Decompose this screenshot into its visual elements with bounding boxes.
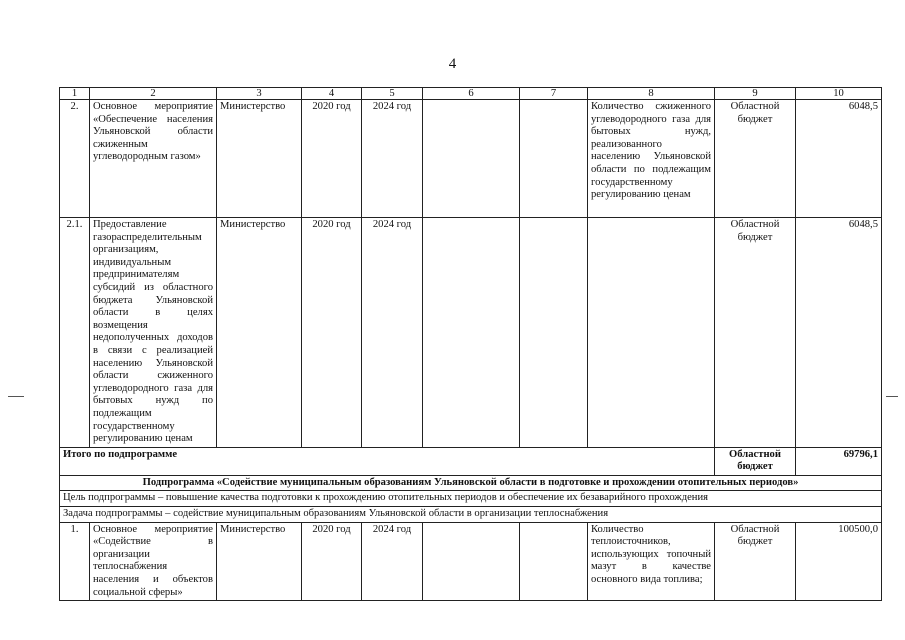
row-number: 1. — [60, 522, 90, 601]
program-table-container — [59, 87, 881, 601]
funding-source: Областной бюджет — [715, 218, 796, 448]
scan-artifact-mark — [886, 396, 898, 397]
start-year: 2020 год — [302, 522, 362, 601]
column-number: 4 — [302, 88, 362, 100]
column-number: 9 — [715, 88, 796, 100]
column-number: 2 — [90, 88, 217, 100]
column-number-row — [60, 88, 882, 100]
column-number: 3 — [217, 88, 302, 100]
subtotal-row — [60, 447, 882, 475]
row-number: 2. — [60, 100, 90, 218]
end-year: 2024 год — [362, 100, 423, 218]
column-7-cell — [520, 100, 588, 218]
program-table — [59, 87, 882, 601]
table-row — [60, 100, 882, 218]
table-row — [60, 218, 882, 448]
column-6-cell — [423, 100, 520, 218]
column-6-cell — [423, 522, 520, 601]
column-number: 10 — [796, 88, 882, 100]
start-year: 2020 год — [302, 218, 362, 448]
executor: Министерство — [217, 218, 302, 448]
funding-amount: 100500,0 — [796, 522, 882, 601]
column-number: 7 — [520, 88, 588, 100]
funding-amount: 6048,5 — [796, 100, 882, 218]
executor: Министерство — [217, 522, 302, 601]
start-year: 2020 год — [302, 100, 362, 218]
subprogram-title: Подпрограмма «Содействие муниципальным образованиям Ульяновской области в подготовке и прохождении отопительных периодов» — [60, 475, 882, 491]
indicator: Количество сжиженного углеводородного газа для бытовых нужд, реализованного населению Ульяновской области по подлежащим государственному регулированию ценам — [588, 100, 715, 218]
executor: Министерство — [217, 100, 302, 218]
indicator — [588, 218, 715, 448]
activity-name: Основное мероприятие «Обеспечение населения Ульяновской области сжиженным углеводородным газом» — [90, 100, 217, 218]
indicator: Количество теплоисточников, использующих топочный мазут в качестве основного вида топлива; — [588, 522, 715, 601]
column-number: 5 — [362, 88, 423, 100]
subtotal-label: Итого по подпрограмме — [60, 447, 715, 475]
subprogram-task: Задача подпрограммы – содействие муниципальным образованиям Ульяновской области в организации теплоснабжения — [60, 507, 882, 523]
scan-artifact-mark — [8, 396, 24, 397]
end-year: 2024 год — [362, 218, 423, 448]
column-number: 8 — [588, 88, 715, 100]
column-number: 1 — [60, 88, 90, 100]
end-year: 2024 год — [362, 522, 423, 601]
funding-amount: 6048,5 — [796, 218, 882, 448]
subtotal-amount: 69796,1 — [796, 447, 882, 475]
subtotal-source: Областной бюджет — [715, 447, 796, 475]
activity-name: Основное мероприятие «Содействие в организации теплоснабжения населения и объектов социальной сферы» — [90, 522, 217, 601]
activity-name: Предоставление газораспределительным организациям, индивидуальным предпринимателям субсидий из областного бюджета Ульяновской области в целях возмещения недополученных доходов в связи с реализацией населению Ульяновской области сжиженного углеводородного газа для бытовых нужд по подлежащим государственному регулированию ценам — [90, 218, 217, 448]
column-number: 6 — [423, 88, 520, 100]
page-number: 4 — [448, 56, 457, 72]
column-7-cell — [520, 218, 588, 448]
subprogram-goal: Цель подпрограммы – повышение качества подготовки к прохождению отопительных периодов и обеспечение их безаварийного прохождения — [60, 491, 882, 507]
funding-source: Областной бюджет — [715, 100, 796, 218]
subprogram-goal-row — [60, 491, 882, 507]
funding-source: Областной бюджет — [715, 522, 796, 601]
column-7-cell — [520, 522, 588, 601]
subprogram-title-row — [60, 475, 882, 491]
row-number: 2.1. — [60, 218, 90, 448]
table-row — [60, 522, 882, 601]
column-6-cell — [423, 218, 520, 448]
subprogram-task-row — [60, 507, 882, 523]
